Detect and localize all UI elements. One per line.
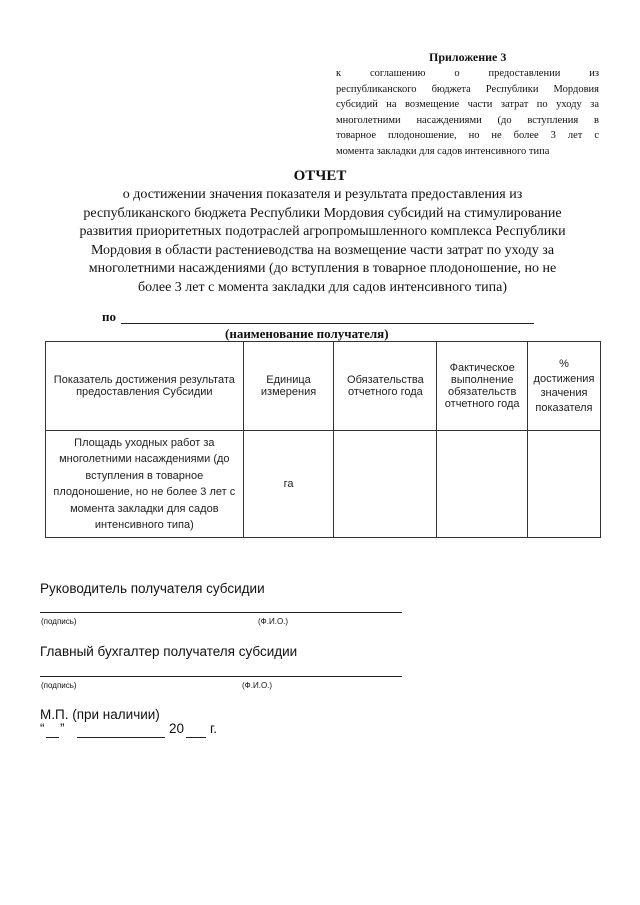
subtitle-line: многолетними насаждениями (до вступления в товарное плодоношение, но не [88, 261, 557, 276]
cell-obligations[interactable] [334, 431, 437, 538]
recipient-caption: (наименование получателя) [225, 326, 389, 341]
recipient-prefix: по [102, 309, 116, 324]
appendix-line: момента закладки для садов интенсивного типа [336, 145, 550, 157]
date-year-prefix: 20 [169, 721, 185, 736]
accountant-signature-line[interactable] [40, 676, 402, 677]
date-suffix: г. [210, 721, 218, 736]
appendix-line: многолетними насаждениями (до вступления в [336, 114, 599, 126]
header-obligations: Обязательства отчетного года [334, 342, 437, 431]
appendix-line: республиканского бюджета Республики Мордовия [336, 83, 599, 95]
subtitle-line: более 3 лет с момента закладки для садов интенсивного типа) [137, 279, 508, 295]
table-row [46, 431, 601, 538]
head-signature-line[interactable] [40, 612, 402, 613]
report-title: ОТЧЕТ [293, 168, 347, 184]
subtitle-line: развития приоритетных подотраслей агропромышленного комплекса Республики [79, 224, 566, 239]
date-month-line[interactable] [77, 737, 165, 738]
report-table [45, 341, 601, 538]
accountant-signature-caption: (подпись) [41, 681, 77, 690]
subtitle-line: Мордовия в области растениеводства на возмещение части затрат по уходу за [90, 242, 555, 258]
date-field[interactable] [40, 721, 240, 741]
appendix-title: Приложение 3 [429, 50, 507, 64]
header-indicator: Показатель достижения результата предоставления Субсидии [46, 342, 244, 431]
header-actual: Фактическое выполнение обязательств отчетного года [437, 342, 528, 431]
date-quote-open: “ [40, 721, 45, 736]
cell-indicator: Площадь уходных работ за многолетними насаждениями (до вступления в товарное плодоношение, но не более 3 лет с момента закладки для садов интенсивного типа) [46, 431, 244, 538]
head-signature-label: Руководитель получателя субсидии [40, 581, 265, 596]
accountant-signature-label: Главный бухгалтер получателя субсидии [40, 644, 298, 659]
appendix-text [336, 66, 599, 159]
cell-unit: га [243, 431, 334, 538]
appendix-line: к соглашению о предоставлении из [336, 68, 599, 79]
report-subtitle [70, 186, 575, 297]
table-header-row [46, 342, 601, 431]
date-day-line[interactable] [46, 737, 59, 738]
appendix-line: товарное плодоношение, но не более 3 лет с [336, 130, 599, 141]
header-percent: % достижения значения показателя [527, 342, 600, 431]
recipient-name-field[interactable] [121, 323, 534, 324]
subtitle-line: республиканского бюджета Республики Мордовия субсидий на стимулирование [83, 205, 562, 221]
cell-actual[interactable] [437, 431, 528, 538]
appendix-line: субсидий на возмещение части затрат по уходу за [336, 99, 599, 110]
stamp-label: М.П. (при наличии) [40, 707, 160, 722]
head-name-caption: (Ф.И.О.) [258, 617, 289, 626]
accountant-name-caption: (Ф.И.О.) [242, 681, 273, 690]
subtitle-line: о достижении значения показателя и результата предоставления из [122, 187, 523, 202]
header-unit: Единица измерения [243, 342, 334, 431]
date-year-line[interactable] [186, 737, 206, 738]
date-quote-close: ” [60, 721, 65, 736]
cell-percent[interactable] [527, 431, 600, 538]
head-signature-caption: (подпись) [41, 617, 77, 626]
